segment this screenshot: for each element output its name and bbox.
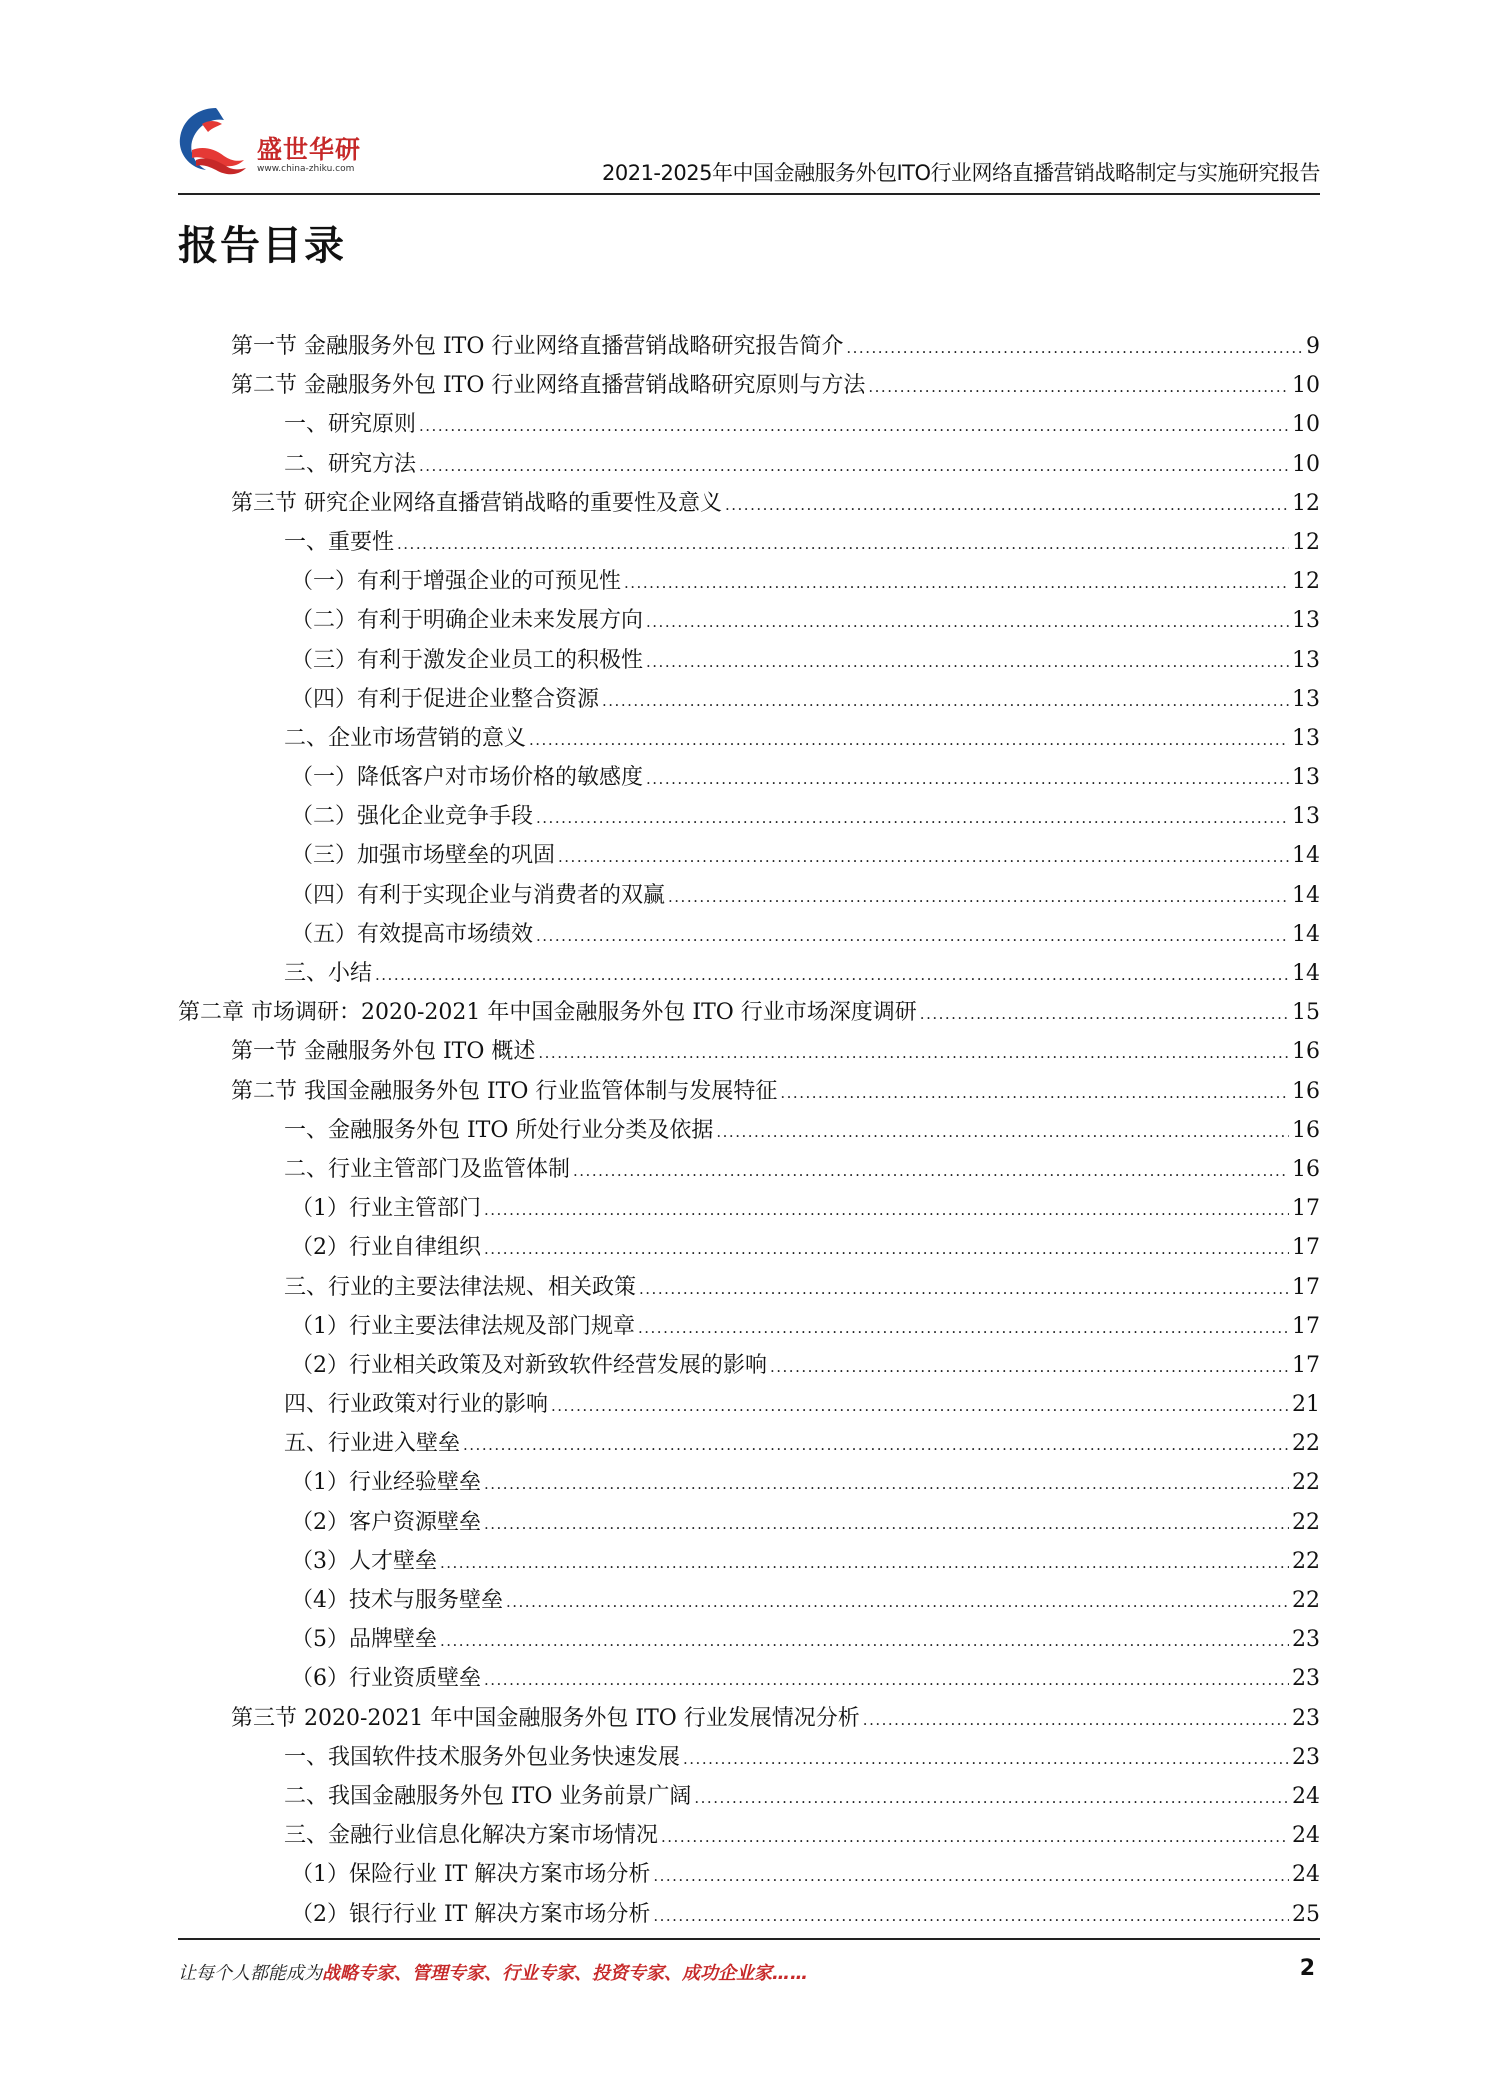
toc-entry-title: 三、小结 [284,961,373,986]
toc-entry-page: 16 [1292,1117,1320,1143]
toc-entry-page: 14 [1292,843,1320,869]
toc-leader-dots [484,1230,1289,1269]
toc-leader-dots [646,760,1289,799]
toc-entry-title: （五）有效提高市场绩效 [291,921,534,947]
toc-entry-title: 一、金融服务外包 ITO 所处行业分类及依据 [284,1117,714,1143]
toc-entry-title: 二、行业主管部门及监管体制 [284,1156,571,1182]
toc-entry[interactable] [178,719,1320,758]
toc-leader-dots [536,917,1289,956]
toc-entry-page: 23 [1292,1744,1320,1770]
toc-entry-title: 第一节 金融服务外包 ITO 概述 [231,1039,536,1065]
toc-leader-dots [646,643,1289,682]
toc-leader-dots [484,1191,1289,1230]
toc-leader-dots [536,799,1289,838]
toc-entry-page: 14 [1292,921,1320,947]
toc-entry[interactable] [178,954,1320,993]
toc-leader-dots [863,1701,1289,1740]
toc-entry-title: 第三节 研究企业网络直播营销战略的重要性及意义 [231,490,722,516]
toc-entry-title: （5）品牌壁垒 [291,1627,437,1653]
toc-leader-dots [694,1779,1289,1818]
toc-entry[interactable] [178,1111,1320,1150]
toc-entry[interactable] [178,641,1320,680]
toc-entry[interactable] [178,327,1320,366]
toc-entry-page: 10 [1292,451,1320,477]
toc-entry[interactable] [178,1581,1320,1620]
toc-entry-page: 12 [1292,529,1320,555]
toc-leader-dots [646,603,1289,642]
toc-leader-dots [397,525,1289,564]
toc-entry-title: 一、重要性 [284,529,395,555]
toc-entry-title: （2）行业自律组织 [291,1235,481,1261]
toc-entry-title: （1）行业主管部门 [291,1196,481,1222]
toc-entry[interactable] [178,1307,1320,1346]
page-title: 报告目录 [178,223,346,269]
toc-entry-title: （一）有利于增强企业的可预见性 [291,569,622,595]
toc-entry-page: 13 [1292,686,1320,712]
toc-leader-dots [920,995,1289,1034]
toc-entry-title: （6）行业资质壁垒 [291,1666,481,1692]
toc-entry-title: 二、我国金融服务外包 ITO 业务前景广阔 [284,1783,692,1809]
toc-entry[interactable] [178,1150,1320,1189]
toc-entry-page: 16 [1292,1078,1320,1104]
toc-entry-title: 三、行业的主要法律法规、相关政策 [284,1274,637,1300]
logo-text: 盛世华研 [257,135,362,164]
toc-entry[interactable] [178,1385,1320,1424]
toc-entry-page: 17 [1292,1313,1320,1339]
toc-entry-page: 22 [1292,1509,1320,1535]
header-divider [178,193,1320,195]
toc-entry-title: （2）银行行业 IT 解决方案市场分析 [291,1901,651,1927]
toc-leader-dots [602,682,1289,721]
toc-leader-dots [440,1544,1289,1583]
toc-entry-page: 22 [1292,1588,1320,1613]
toc-leader-dots [573,1152,1289,1191]
toc-entry-page: 14 [1292,961,1320,986]
footer-slogan-prefix: 让每个人都能成为 [178,1963,322,1984]
toc-entry[interactable] [178,1032,1320,1071]
toc-leader-dots [653,1897,1289,1936]
toc-leader-dots [716,1113,1289,1152]
toc-entry[interactable] [178,601,1320,640]
toc-entry[interactable] [178,1346,1320,1385]
toc-leader-dots [484,1505,1289,1544]
toc-entry-title: 一、我国软件技术服务外包业务快速发展 [284,1744,681,1770]
toc-entry-page: 9 [1306,334,1320,359]
toc-leader-dots [463,1426,1289,1465]
toc-entry-page: 21 [1292,1392,1320,1418]
toc-leader-dots [780,1074,1289,1113]
toc-leader-dots [551,1387,1289,1426]
toc-entry[interactable] [178,915,1320,954]
logo [172,102,402,182]
toc-leader-dots [639,1270,1289,1309]
toc-leader-dots [529,721,1289,760]
toc-entry-title: 二、企业市场营销的意义 [284,725,527,751]
toc-entry-title: （1）行业主要法律法规及部门规章 [291,1313,635,1339]
toc-entry-page: 10 [1292,412,1320,438]
toc-leader-dots [538,1034,1289,1073]
toc-entry-title: （四）有利于促进企业整合资源 [291,686,600,712]
footer-divider [178,1938,1320,1940]
toc-entry[interactable] [178,1777,1320,1816]
toc-entry-page: 25 [1292,1901,1320,1927]
toc-leader-dots [484,1661,1289,1700]
toc-entry-page: 24 [1292,1783,1320,1809]
toc-entry-page: 13 [1292,725,1320,751]
toc-entry-title: 四、行业政策对行业的影响 [284,1392,549,1418]
toc-entry-page: 22 [1292,1548,1320,1574]
toc-entry[interactable] [178,993,1320,1032]
report-header-title: 2021-2025年中国金融服务外包ITO行业网络直播营销战略制定与实施研究报告 [601,161,1320,185]
toc-leader-dots [419,447,1289,486]
toc-entry-title: （四）有利于实现企业与消费者的双赢 [291,882,666,908]
toc-entry-title: 五、行业进入壁垒 [284,1431,461,1457]
toc-entry[interactable] [178,758,1320,797]
table-of-contents [178,327,1320,1934]
toc-entry-title: 第一节 金融服务外包 ITO 行业网络直播营销战略研究报告简介 [231,334,844,359]
page-number: 2 [1299,1956,1315,1981]
toc-entry-page: 24 [1292,1862,1320,1888]
toc-entry-title: 二、研究方法 [284,451,417,477]
toc-entry[interactable] [178,366,1320,405]
toc-entry-title: （二）强化企业竞争手段 [291,804,534,830]
toc-entry-title: 第二节 金融服务外包 ITO 行业网络直播营销战略研究原则与方法 [231,373,866,399]
toc-entry-page: 15 [1292,1000,1320,1026]
toc-entry-page: 10 [1292,373,1320,399]
toc-entry-page: 23 [1292,1666,1320,1692]
toc-entry-page: 13 [1292,647,1320,673]
toc-entry[interactable] [178,484,1320,523]
toc-entry[interactable] [178,797,1320,836]
toc-entry-page: 13 [1292,765,1320,791]
toc-leader-dots [683,1740,1289,1779]
toc-entry[interactable] [178,445,1320,484]
toc-entry-title: 三、金融行业信息化解决方案市场情况 [284,1823,659,1849]
toc-entry-page: 13 [1292,608,1320,634]
toc-entry-page: 23 [1292,1705,1320,1731]
toc-entry[interactable] [178,1268,1320,1307]
toc-entry[interactable] [178,876,1320,915]
toc-entry[interactable] [178,1424,1320,1463]
toc-entry[interactable] [178,405,1320,444]
toc-entry[interactable] [178,1620,1320,1659]
toc-entry-title: （一）降低客户对市场价格的敏感度 [291,765,644,791]
toc-entry[interactable] [178,1072,1320,1111]
toc-leader-dots [653,1857,1289,1896]
toc-entry[interactable] [178,1503,1320,1542]
toc-leader-dots [668,878,1289,917]
toc-entry[interactable] [178,836,1320,875]
toc-entry-title: （二）有利于明确企业未来发展方向 [291,608,644,634]
toc-leader-dots [624,564,1289,603]
toc-entry-title: 第三节 2020-2021 年中国金融服务外包 ITO 行业发展情况分析 [231,1705,860,1731]
toc-entry-page: 12 [1292,490,1320,516]
toc-entry-title: 第二章 市场调研：2020-2021 年中国金融服务外包 ITO 行业市场深度调研 [178,1000,917,1026]
toc-leader-dots [868,368,1289,407]
toc-entry-title: （1）行业经验壁垒 [291,1470,481,1496]
toc-entry-title: （2）行业相关政策及对新致软件经营发展的影响 [291,1352,767,1378]
footer-slogan [178,1959,808,1985]
toc-leader-dots [440,1622,1289,1661]
toc-entry[interactable] [178,1895,1320,1934]
toc-entry[interactable] [178,562,1320,601]
toc-entry-page: 16 [1292,1039,1320,1065]
toc-entry-title: 第二节 我国金融服务外包 ITO 行业监管体制与发展特征 [231,1078,778,1104]
toc-leader-dots [419,407,1289,446]
footer-slogan-highlight: 战略专家、管理专家、行业专家、投资专家、成功企业家…… [322,1963,808,1984]
toc-entry[interactable] [178,1659,1320,1698]
toc-entry-title: （三）有利于激发企业员工的积极性 [291,647,644,673]
toc-entry-page: 22 [1292,1470,1320,1496]
toc-entry[interactable] [178,1816,1320,1855]
toc-leader-dots [725,486,1289,525]
toc-leader-dots [558,838,1289,877]
toc-entry-title: （三）加强市场壁垒的巩固 [291,843,556,869]
toc-entry-page: 17 [1292,1274,1320,1300]
toc-entry-page: 24 [1292,1823,1320,1849]
toc-entry-page: 17 [1292,1235,1320,1261]
toc-entry-page: 17 [1292,1196,1320,1222]
toc-entry-page: 17 [1292,1352,1320,1378]
toc-entry[interactable] [178,1189,1320,1228]
toc-leader-dots [506,1583,1289,1622]
toc-entry-page: 16 [1292,1156,1320,1182]
toc-entry-title: （4）技术与服务壁垒 [291,1588,503,1613]
toc-leader-dots [375,956,1289,995]
toc-entry-title: （1）保险行业 IT 解决方案市场分析 [291,1862,651,1888]
toc-entry-page: 23 [1292,1627,1320,1653]
toc-leader-dots [484,1465,1289,1504]
toc-entry[interactable] [178,1738,1320,1777]
toc-leader-dots [846,329,1303,368]
logo-url: www.china-zhiku.com [257,164,355,174]
toc-entry-title: （2）客户资源壁垒 [291,1509,481,1535]
toc-leader-dots [661,1818,1289,1857]
toc-leader-dots [638,1309,1289,1348]
toc-entry[interactable] [178,680,1320,719]
toc-entry[interactable] [178,523,1320,562]
toc-entry-page: 14 [1292,882,1320,908]
toc-entry-title: （3）人才壁垒 [291,1548,437,1574]
toc-entry[interactable] [178,1855,1320,1894]
toc-entry[interactable] [178,1699,1320,1738]
logo-emblem-icon [172,102,256,182]
toc-leader-dots [770,1348,1289,1387]
toc-entry-page: 13 [1292,804,1320,830]
toc-entry[interactable] [178,1542,1320,1581]
toc-entry-title: 一、研究原则 [284,412,417,438]
toc-entry-page: 22 [1292,1431,1320,1457]
toc-entry-page: 12 [1292,569,1320,595]
toc-entry[interactable] [178,1463,1320,1502]
toc-entry[interactable] [178,1228,1320,1267]
